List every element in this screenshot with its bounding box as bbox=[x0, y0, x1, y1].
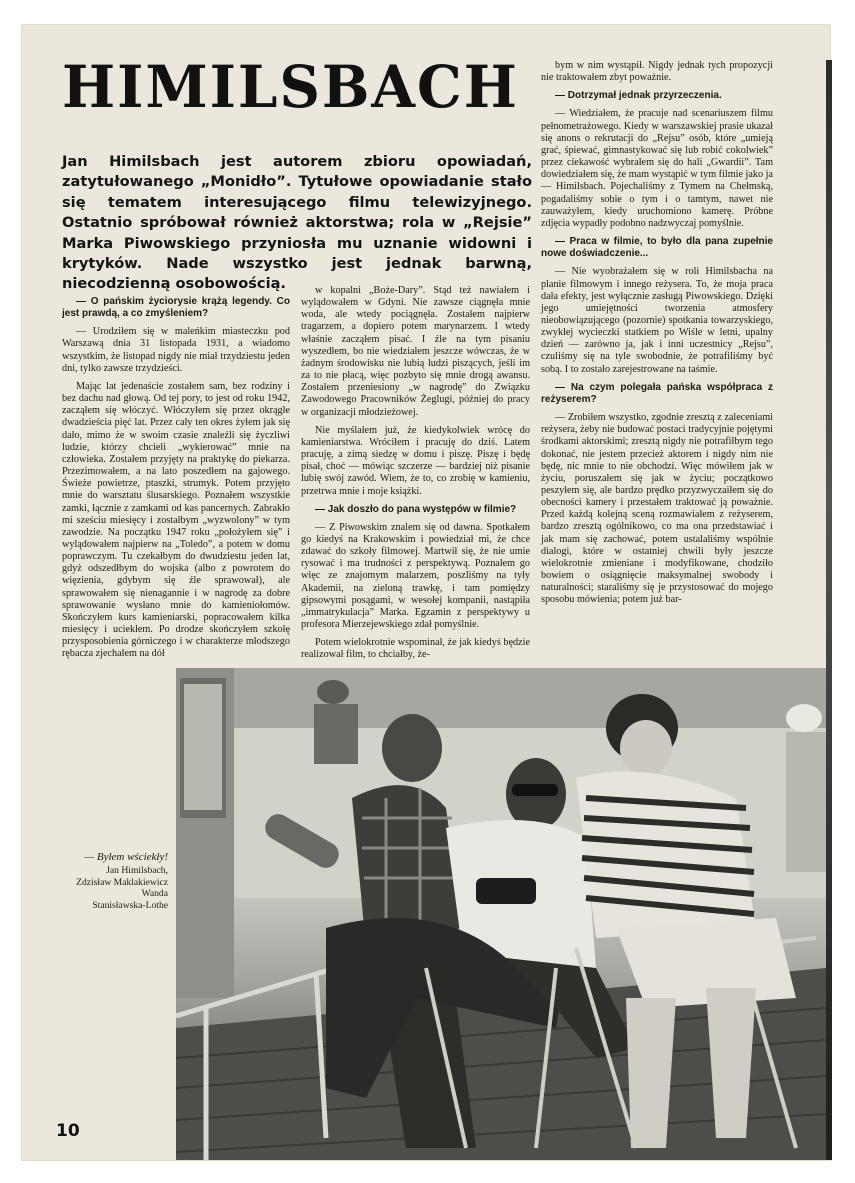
film-still-photo bbox=[176, 668, 826, 1160]
text-column-2 bbox=[301, 285, 530, 662]
caption-name-3b: Stanisławska-Lothe bbox=[92, 899, 168, 911]
caption-name-2: Zdzisław Maklakiewicz bbox=[76, 876, 168, 888]
paragraph: — Urodziłem się w maleńkim miasteczku pod Warszawą dnia 31 listopada 1931, a wiadomo wszystkim, że listopad nigdy nie miał trzydziestu jeden dni, tylko zawsze trzydzieści. bbox=[62, 326, 290, 374]
paragraph: — Zrobiłem wszystko, zgodnie zresztą z zaleceniami reżysera, żeby nie budować postaci tradycyjnie pojętymi środkami aktorskimi; zresztą nigdy nie potrafiłbym tego dokonać, nie jestem przecież aktorem i nigdy nim nie będę, nic mnie to nie obchodzi. Więc mówiłem jak w życiu, poruszałem się jak w życiu; początkowo peszyłem się, ale bardzo prędko przyzwyczaiłem się do obecności kamery i przestałem traktować ją poważnie. Przed każdą kolejną sceną rozmawiałem z reżyserem, bardzo zresztą ogólnikowo, co ma ona przedstawiać i jak mam się zachować, potem ustalaliśmy wspólnie dialogi, które w ostatniej chwili były jeszcze wielokrotnie zmieniane i modyfikowane, chodziło bowiem o osiągnięcie maksymalnej swobody i naturalności; staraliśmy się je przystosować do mojego sposobu mówienia; potem już bar- bbox=[541, 412, 773, 606]
paragraph: w kopalni „Boże-Dary”. Stąd też nawiałem i wylądowałem w Gdyni. Nie zawsze ciągnęła mnie woda, ale wtedy pociągnęła. Zostałem najpierw tragarzem, a dopiero potem marynarzem. I wtedy właśnie zacząłem pisać. I źle na tym pisaniu wyszedłem, bo nie wiedziałem jeszcze wówczas, że w żadnym środowisku nie lubią ludzi piszących, jeśli im za to nie płacą, więc pozbyto się mnie drogą awansu. Zostałem przeniesiony „w nagrodę” do Związku Zawodowego Pracowników Żeglugi, później do pracy w organizacji młodzieżowej. bbox=[301, 285, 530, 418]
interview-question: — O pańskim życiorysie krążą legendy. Co jest prawdą, a co zmyśleniem? bbox=[62, 296, 290, 320]
interview-question: — Praca w filmie, to było dla pana zupełnie nowe doświadczenie... bbox=[541, 236, 773, 260]
page-number: 10 bbox=[56, 1121, 80, 1141]
paragraph: — Nie wyobrażałem się w roli Himilsbacha na planie filmowym i innego reżysera. To, że moja praca dała efekty, jest wyłącznie zasługą Piwowskiego. Dzięki jego umiejętności tworzenia atmosfery nieobowiązującego (pozornie) spotkania towarzyskiego, zwykłej wycieczki statkiem po Wiśle w letni, upalny dzień — zarówno ja, jak i inni uczestnicy „Rejsu”, czuliśmy się na tyle swobodnie, że potrafiliśmy być sobą. I to zostało zarejestrowane na taśmie. bbox=[541, 266, 773, 375]
photo-illustration bbox=[176, 668, 826, 1160]
interview-question: — Jak doszło do pana występów w filmie? bbox=[315, 503, 517, 515]
interview-question: — Na czym polegała pańska współpraca z reżyserem? bbox=[541, 381, 773, 405]
interview-question: — Dotrzymał jednak przyrzeczenia. bbox=[555, 90, 722, 102]
paragraph: — Z Piwowskim znalem się od dawna. Spotkałem go kiedyś na Krakowskim i powiedział mi, że chce zdawać do szkoły filmowej. Martwił się, że nie umie rysować i ma trudności z perspektywą. Poznałem go więc ze znajomym malarzem, poszliśmy na tyły Akademii, na zieloną trawkę, i tam pomiędzy gipsowymi posągami, w wesołej kompanii, nastąpiła „immatrykulacja” Marka. Egzamin z perspektywy u profesora Mierzejewskiego zdał pomyślnie. bbox=[301, 521, 530, 631]
photo-caption bbox=[40, 852, 168, 911]
paragraph: bym w nim wystąpił. Nigdy jednak tych propozycji nie traktowałem zbyt poważnie. bbox=[541, 60, 773, 84]
paragraph: Potem wielokrotnie wspominał, że jak kiedyś będzie realizował film, to chciałby, że- bbox=[301, 637, 530, 661]
paragraph: — Wiedziałem, że pracuje nad scenariuszem filmu pełnometrażowego. Kiedy w warszawskiej prasie ukazał się anons o rekrutacji do „Rejsu” osób, które „umieją grać, śpiewać, gimnastykować się lub robić cokolwiek” przez ciekawość wybrałem się do hali „Gwardii”. Tam dowiedziałem się, że mam wystąpić w tym filmie jako ja — Himilsbach. Pojechaliśmy z Tymem na Chełmską, pogadaliśmy sobie o tym i o tamtym, nawet nie zauważyłem, kiedy uruchomiono kamerę. Próbne zdjęcia wypadły podobno nadzwyczaj pomyślnie. bbox=[541, 108, 773, 229]
paragraph: Nie myślałem już, że kiedykolwiek wrócę do kamieniarstwa. Wróciłem i pracuję do dziś. Latem pracuję, a zimą siedzę w domu i piszę. Piszę i będę pisał, choć — mówiąc szczerze — bardziej niż pisanie lubię swój zawód. Wiem, że to, co zrobię w kamieniu, przetrwa mnie i moje książki. bbox=[301, 424, 530, 497]
article-lead: Jan Himilsbach jest autorem zbioru opowiadań, zatytułowanego „Monidło”. Tytułowe opowiadanie stało się tematem interesującego filmu telewizyjnego. Ostatnio spróbował również aktorstwa; rola w „Rejsie” Marka Piwowskiego przyniosła mu uznanie widowni i krytyków. Nade wszystko jest jednak barwną, niecodzienną osobowością. bbox=[62, 153, 532, 293]
caption-name-1: Jan Himilsbach, bbox=[106, 865, 168, 877]
article-title: HIMILSBACH bbox=[62, 53, 519, 121]
caption-headline: — Byłem wściekły! bbox=[84, 851, 168, 863]
paragraph: Mając lat jedenaście zostałem sam, bez rodziny i bez dachu nad głową. Od tej pory, to jest od roku 1942, zacząłem się włóczyć. Włóczyłem się przez okrągłe dwadzieścia pięć lat. Przez cały ten okres żyłem jak się dało, mimo że w swoim czasie znaleźli się życzliwi ludzie, którzy chcieli „wykierować” mnie na człowieka. Zostałem przyjęty na praktykę do piekarza. Przezimowałem, a na lato poszedłem na gajowego. Świeże powietrze, ptaszki, strumyk. Potem przyjęto mnie do warsztatu ślusarskiego. Poznałem wszystkie zamki, łącznie z zamkami od kas pancernych. Zabrakło mi sześciu miesięcy i zostałbym „wyzwolony” w tym zawodzie. Na początku 1947 roku „położyłem się” i wylądowałem najpierw na „Toledo”, a potem w domu poprawczym. Tu czekałbym do dwudziestu jeden lat, gdyż odszedłbym do wojska (albo z powrotem do więzienia, gdybym się źle sprawował), ale sprawowałem się nienagannie i w nagrodę za dobre sprawowanie wysłano mnie do kamieniołomów. Skończyłem kurs kamieniarski, popracowałem kilka miesięcy i uciekłem. Po drodze skończyłem szkołę przysposobienia górniczego i w charakterze młodszego rębacza zjechałem na dół bbox=[62, 380, 290, 660]
page-edge-strip bbox=[826, 60, 832, 1160]
text-column-3 bbox=[541, 60, 773, 607]
text-column-1 bbox=[62, 290, 290, 661]
caption-name-3a: Wanda bbox=[141, 888, 168, 900]
